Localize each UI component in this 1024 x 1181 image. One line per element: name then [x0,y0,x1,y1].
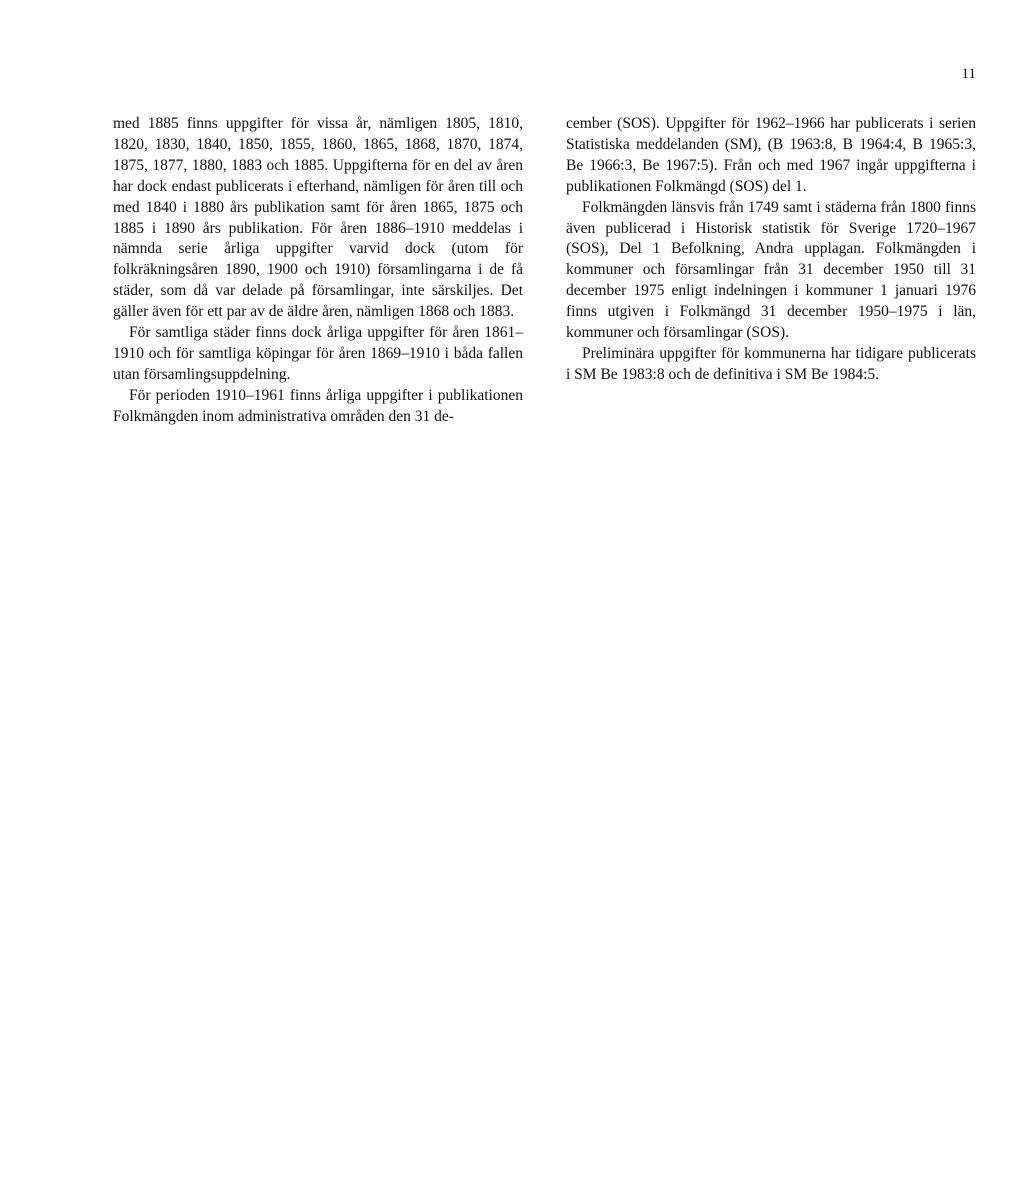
paragraph: cember (SOS). Uppgifter för 1962–1966 har publicerats i serien Statistiska meddelanden (SM), (B 1963:8, B 1964:4, B 1965:3, Be 1966:3, Be 1967:5). Från och med 1967 ingår uppgifterna i publikationen Folkmängd (SOS) del 1. [566,115,976,195]
page-number: 11 [961,66,976,82]
left-text-column [113,114,523,428]
paragraph: med 1885 finns uppgifter för vissa år, nämligen 1805, 1810, 1820, 1830, 1840, 1850, 1855, 1860, 1865, 1868, 1870, 1874, 1875, 1877, 1880, 1883 och 1885. Uppgifterna för en del av åren har dock endast publicerats i efterhand, nämligen för åren till och med 1840 i 1880 års publikation samt för åren 1865, 1875 och 1885 i 1890 års publikation. För åren 1886–1910 meddelas i nämnda serie årliga uppgifter varvid dock (utom för folkräkningsåren 1890, 1900 och 1910) församlingarna i de få städer, som då var delade på församlingar, inte särskiljes. Det gäller även för ett par av de äldre åren, nämligen 1868 och 1883. [113,115,523,321]
paragraph: För samtliga städer finns dock årliga uppgifter för åren 1861–1910 och för samtliga köpingar för åren 1869–1910 i båda fallen utan församlingsuppdelning. [113,324,523,383]
paragraph: För perioden 1910–1961 finns årliga uppgifter i publikationen Folkmängden inom administrativa områden den 31 de- [113,386,523,425]
paragraph: Preliminära uppgifter för kommunerna har tidigare publicerats i SM Be 1983:8 och de definitiva i SM Be 1984:5. [566,344,976,383]
right-text-column [566,114,976,386]
paragraph: Folkmängden länsvis från 1749 samt i städerna från 1800 finns även publicerad i Historisk statistik för Sverige 1720–1967 (SOS), Del 1 Befolkning, Andra upplagan. Folkmängden i kommuner och församlingar från 31 december 1950 till 31 december 1975 enligt indelningen i kommuner 1 januari 1976 finns utgiven i Folkmängd 31 december 1950–1975 i län, kommuner och församlingar (SOS). [566,198,976,342]
